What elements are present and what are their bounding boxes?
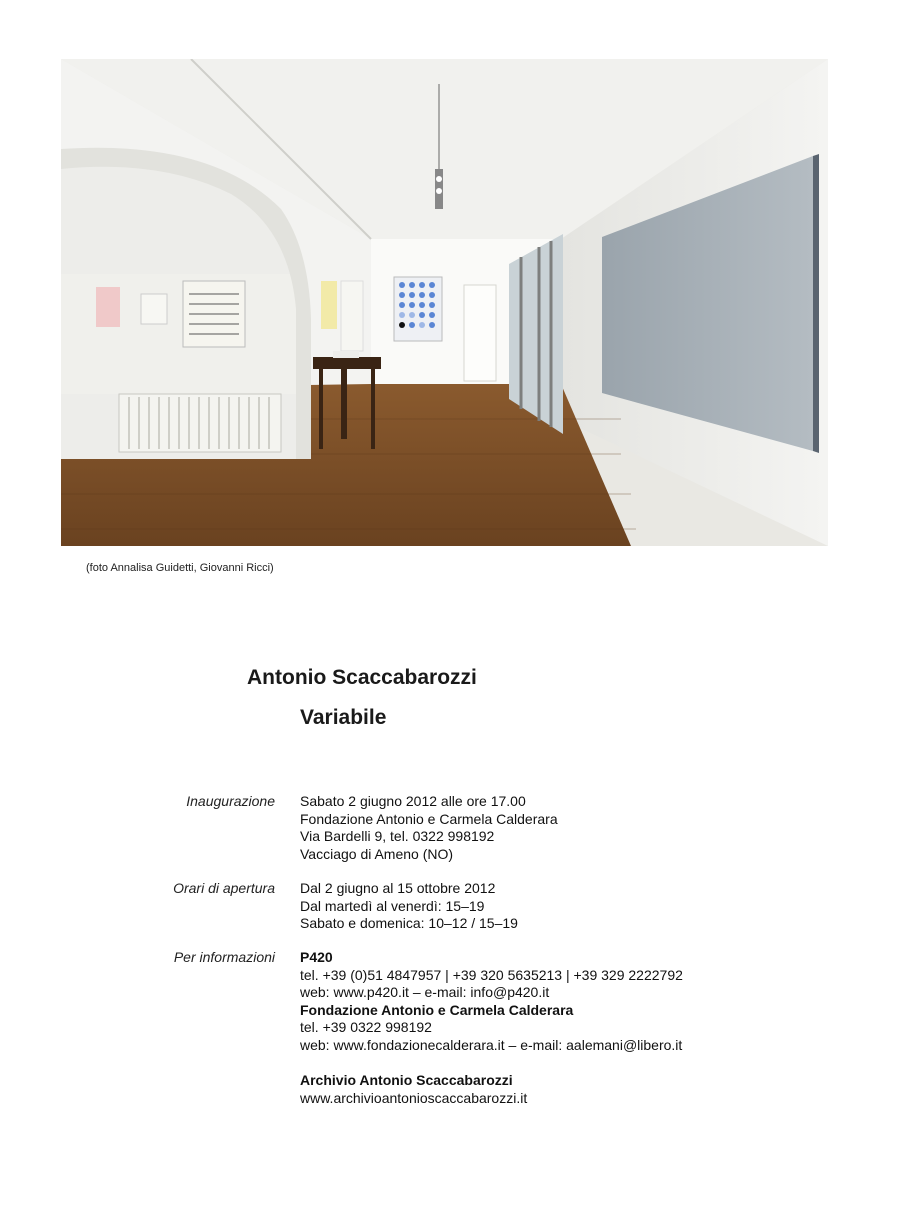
- spacer: [300, 1055, 683, 1073]
- inauguration-line: Via Bardelli 9, tel. 0322 998192: [300, 828, 495, 845]
- hours-label: Orari di apertura: [173, 880, 275, 896]
- hours-details: [300, 880, 518, 933]
- inauguration-line: Vacciago di Ameno (NO): [300, 845, 454, 862]
- hours-line: Dal 2 giugno al 15 ottobre 2012: [300, 880, 496, 896]
- p420-web: web: www.p420.it – e-mail: info@p420.it: [300, 984, 550, 1001]
- fondazione-name: Fondazione Antonio e Carmela Calderara: [300, 1001, 574, 1018]
- archivio-name: Archivio Antonio Scaccabarozzi: [300, 1072, 513, 1089]
- hours-line: Dal martedì al venerdì: 15–19: [300, 897, 485, 914]
- info-label: Per informazioni: [173, 949, 275, 965]
- hours-line: Sabato e domenica: 10–12 / 15–19: [300, 915, 518, 932]
- exhibition-photo: [61, 59, 828, 546]
- info-details: [300, 949, 683, 1107]
- inauguration-details: [300, 793, 558, 863]
- fondazione-phone: tel. +39 0322 998192: [300, 1019, 432, 1036]
- p420-phone: tel. +39 (0)51 4847957 | +39 320 5635213 | +39 329 2222792: [300, 966, 683, 983]
- p420-name: P420: [300, 949, 333, 965]
- inauguration-label: Inaugurazione: [186, 793, 275, 809]
- fondazione-web: web: www.fondazionecalderara.it – e-mail: aalemani@libero.it: [300, 1036, 683, 1053]
- archivio-web: www.archivioantonioscaccabarozzi.it: [300, 1089, 528, 1106]
- artist-name: Antonio Scaccabarozzi: [247, 666, 477, 689]
- inauguration-line: Sabato 2 giugno 2012 alle ore 17.00: [300, 793, 526, 809]
- inauguration-line: Fondazione Antonio e Carmela Calderara: [300, 810, 558, 827]
- exhibition-title: Variabile: [300, 706, 387, 729]
- photo-caption: (foto Annalisa Guidetti, Giovanni Ricci): [86, 562, 274, 574]
